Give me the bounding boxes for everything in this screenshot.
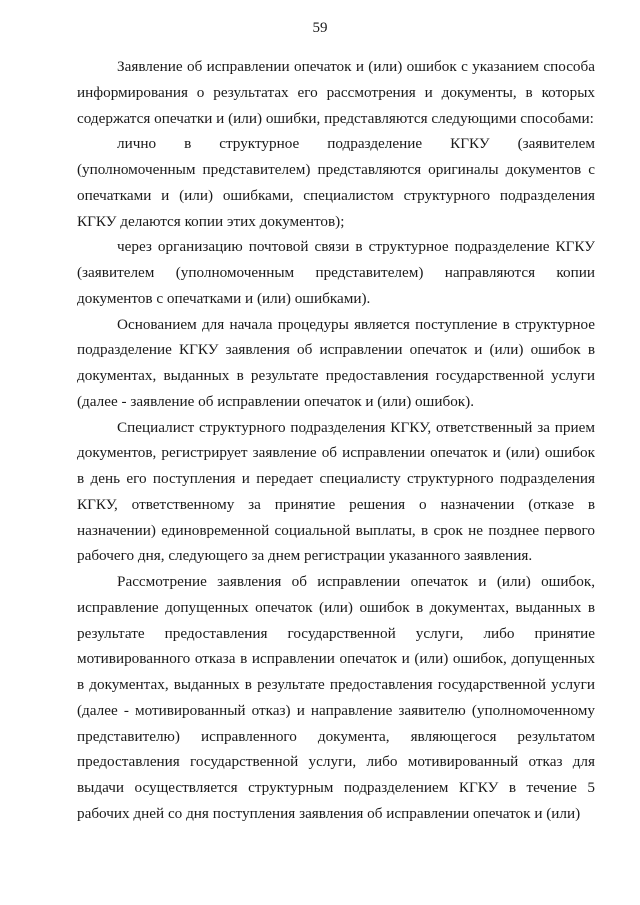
page-number: 59 [312,20,328,36]
paragraph-review: Рассмотрение заявления об исправлении опечаток и (или) ошибок, исправление допущенных опечаток (или) ошибок в документах, выданных в результате предоставления государственной услуги, либо принятие мотивированного отказа в исправлении опечаток и (или) ошибок, допущенных в документах, выданных в результате предоставления государственной услуги (далее - мотивированный отказ) и направление заявителю (уполномоченному представителю) исправленного документа, являющегося результатом предоставления государственной услуги, либо мотивированный отказ для выдачи осуществляется структурным подразделением КГКУ в течение 5 рабочих дней со дня поступления заявления об исправлении опечаток и (или) [77,573,595,822]
paragraph-in-person: лично в структурное подразделение КГКУ (заявителем (уполномоченным представителем) представляются оригиналы документов с опечатками и (или) ошибками, специалистом структурного подразделения КГКУ делаются копии этих документов); [77,135,595,230]
paragraph-registration: Специалист структурного подразделения КГКУ, ответственный за прием документов, регистрирует заявление об исправлении опечаток и (или) ошибок в день его поступления и передает специалисту структурного подразделения КГКУ, ответственному за принятие решения о назначении (отказе в назначении) единовременной социальной выплаты, в срок не позднее первого рабочего дня, следующего за днем регистрации указанного заявления. [77,418,595,565]
paragraph-by-post: через организацию почтовой связи в структурное подразделение КГКУ (заявителем (уполномоченным представителем) направляются копии документов с опечатками и (или) ошибками). [77,238,595,307]
paragraph-procedure-basis: Основанием для начала процедуры является поступление в структурное подразделение КГКУ заявления об исправлении опечаток и (или) ошибок в документах, выданных в результате предоставления государственной услуги (далее - заявление об исправлении опечаток и (или) ошибок). [77,315,595,410]
paragraph-application-methods: Заявление об исправлении опечаток и (или) ошибок с указанием способа информирования о результатах его рассмотрения и документы, в которых содержатся опечатки и (или) ошибки, представляются следующими способами: [77,58,595,127]
document-body [77,54,595,827]
